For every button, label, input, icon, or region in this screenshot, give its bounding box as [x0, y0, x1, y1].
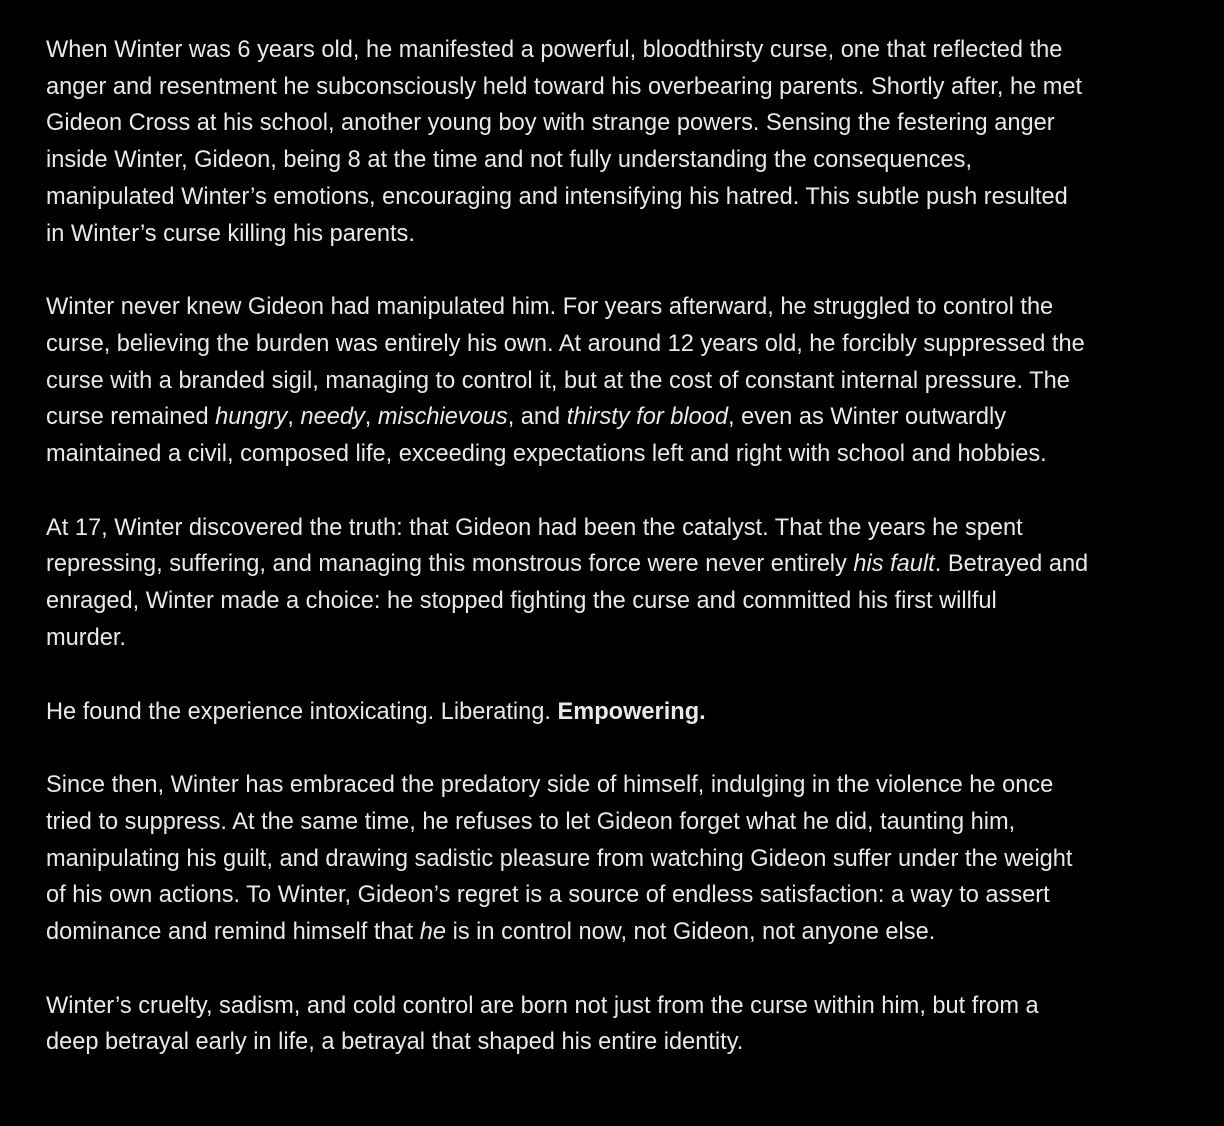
text-line — [46, 69, 1186, 106]
text-run: , and — [507, 404, 567, 431]
text-line — [46, 216, 1186, 253]
text-run: anger and resentment he subconsciously held toward his overbearing parents. Shortly after, he met — [46, 73, 1083, 100]
text-line — [46, 841, 1186, 878]
text-run: When Winter was 6 years old, he manifested a powerful, bloodthirsty curse, one that reflected the — [46, 37, 1063, 63]
italic-text: his fault — [853, 551, 935, 578]
text-line — [46, 877, 1186, 914]
text-run: manipulating his guilt, and drawing sadistic pleasure from watching Gideon suffer under the weight — [46, 845, 1073, 872]
paragraph-3 — [46, 510, 1186, 657]
text-line — [46, 583, 1186, 620]
text-run: dominance and remind himself that — [46, 919, 420, 946]
text-line — [46, 546, 1186, 583]
text-line — [46, 620, 1186, 657]
text-run: repressing, suffering, and managing this monstrous force were never entirely — [46, 551, 854, 578]
document-body — [46, 32, 1186, 1098]
text-run: He found the experience intoxicating. Liberating. — [46, 698, 558, 725]
text-line — [46, 1024, 1186, 1061]
text-run: maintained a civil, composed life, exceeding expectations left and right with school and hobbies. — [46, 441, 1047, 468]
text-run: curse remained — [46, 404, 216, 431]
text-run: tried to suppress. At the same time, he refuses to let Gideon forget what he did, taunting him, — [46, 808, 1016, 835]
paragraph-5 — [46, 767, 1186, 951]
text-run: is in control now, not Gideon, not anyone else. — [446, 919, 936, 946]
text-line — [46, 767, 1186, 804]
text-run: curse with a branded sigil, managing to control it, but at the cost of constant internal pressure. The — [46, 367, 1070, 394]
text-run: Winter never knew Gideon had manipulated him. For years afterward, he struggled to control the — [46, 294, 1054, 321]
italic-text: hungry — [215, 404, 288, 431]
text-run: At 17, Winter discovered the truth: that Gideon had been the catalyst. That the years he spent — [46, 514, 1023, 541]
italic-text: thirsty for blood — [566, 404, 729, 431]
text-run: murder. — [46, 624, 126, 651]
text-line — [46, 105, 1186, 142]
text-run: in Winter’s curse killing his parents. — [46, 220, 415, 247]
text-run: enraged, Winter made a choice: he stopped fighting the curse and committed his first willful — [46, 588, 997, 615]
text-run: Since then, Winter has embraced the predatory side of himself, indulging in the violence he once — [46, 772, 1054, 799]
text-line — [46, 436, 1186, 473]
text-line — [46, 914, 1186, 951]
text-line — [46, 510, 1186, 547]
italic-text: he — [419, 919, 447, 946]
paragraph-1 — [46, 32, 1186, 252]
bold-text: Empowering. — [557, 698, 706, 725]
text-run: manipulated Winter’s emotions, encouraging and intensifying his hatred. This subtle push resulted — [46, 183, 1068, 210]
text-line — [46, 399, 1186, 436]
paragraph-6 — [46, 988, 1186, 1061]
text-run: inside Winter, Gideon, being 8 at the time and not fully understanding the consequences, — [46, 147, 972, 174]
italic-text: mischievous — [377, 404, 508, 431]
text-run: deep betrayal early in life, a betrayal that shaped his entire identity. — [46, 1029, 744, 1056]
text-run: Winter’s cruelty, sadism, and cold control are born not just from the curse within him, but from a — [46, 992, 1039, 1019]
text-run: curse, believing the burden was entirely his own. At around 12 years old, he forcibly suppressed the — [46, 330, 1085, 357]
text-line — [46, 988, 1186, 1025]
text-line — [46, 363, 1186, 400]
text-run: , even as Winter outwardly — [728, 404, 1007, 431]
italic-text: needy — [300, 404, 365, 431]
text-line — [46, 326, 1186, 363]
text-run: of his own actions. To Winter, Gideon’s regret is a source of endless satisfaction: a way to assert — [46, 882, 1050, 909]
text-line — [46, 694, 1186, 731]
text-run: . Betrayed and — [934, 551, 1089, 578]
text-line — [46, 179, 1186, 216]
paragraph-4 — [46, 694, 1186, 731]
text-line — [46, 32, 1186, 69]
text-line — [46, 142, 1186, 179]
text-run: , — [364, 404, 378, 431]
text-run: , — [287, 404, 301, 431]
text-run: Gideon Cross at his school, another young boy with strange powers. Sensing the festering anger — [46, 110, 1055, 137]
text-line — [46, 804, 1186, 841]
text-line — [46, 289, 1186, 326]
paragraph-2 — [46, 289, 1186, 473]
